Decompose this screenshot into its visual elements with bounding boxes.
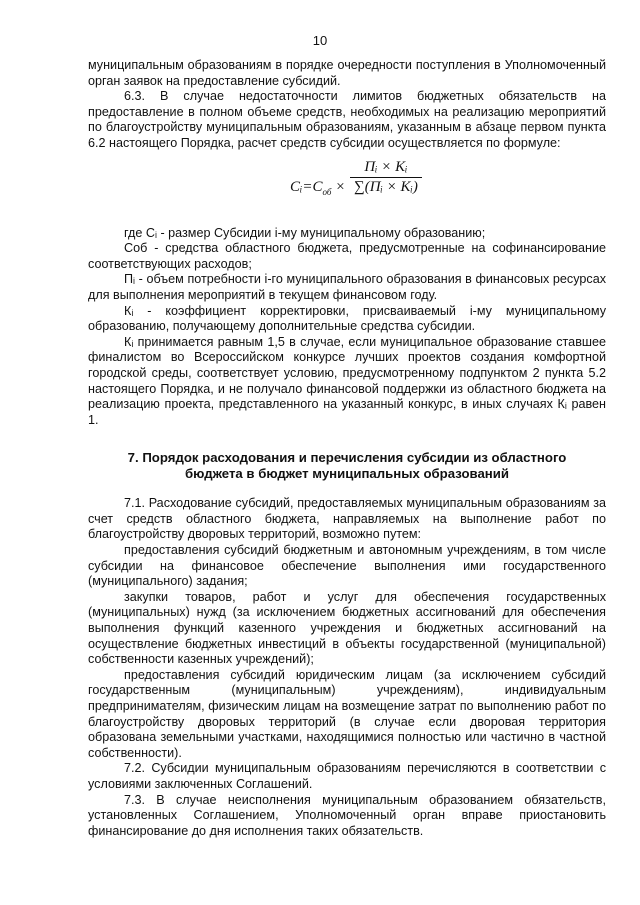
definition-ki-value: Кᵢ принимается равным 1,5 в случае, если муниципальное образование ставшее финалистом во Всероссийском конкурсе лучших проектов создания комфортной городской среды, соответствует условию, предусмотренному подпунктом 2 пункта 5.2 настоящего Порядка, и не получало финансовой поддержки из областного бюджета на реализацию проекта, представленного на указанный конкурс, в иных случаях Кᵢ равен 1. — [88, 334, 606, 427]
page-number: 10 — [312, 33, 328, 48]
paragraph-6-3: 6.3. В случае недостаточности лимитов бюджетных обязательств на предоставление в полном объеме средств, необходимых на реализацию мероприятий по благоустройству муниципальным образованиям, указанным в абзаце первом пункта 6.2 настоящего Порядка, расчет средств субсидии осуществляется по формуле: — [88, 89, 606, 150]
formula-left-side: $Cᵢ=C_{об}$ × — [290, 178, 346, 197]
document-body — [88, 58, 606, 839]
fraction-bar — [350, 177, 422, 178]
list-item: предоставления субсидий юридическим лицам (за исключением субсидий государственным (муниципальным) учреждениям), индивидуальным предпринимателям, физическим лицам на возмещение затрат по выполнению работ по благоустройству дворовых территорий (в случае если дворовая территория образована земельными участками, находящимися полностью или частично в частной собственности). — [88, 667, 606, 760]
paragraph-7-2: 7.2. Субсидии муниципальным образованиям перечисляются в соответствии с условиями заключенных Соглашений. — [88, 761, 606, 791]
list-item: закупки товаров, работ и услуг для обеспечения государственных (муниципальных) нужд (за исключением бюджетных ассигнований для обеспечения выполнения функций казенного учреждения и бюджетных ассигнований на осуществление бюджетных инвестиций в объекты государственной (муниципальной) собственности казенных учреждений); — [88, 589, 606, 667]
formula-denominator: ∑(Пᵢ × Kᵢ) — [354, 179, 418, 196]
list-item: предоставления субсидий бюджетным и автономным учреждениям, в том числе субсидии на финансовое обеспечение выполнения ими государственного (муниципального) задания; — [88, 543, 606, 589]
definition-pi: Пᵢ - объем потребности i-го муниципального образования в финансовых ресурсах для выполнения мероприятий в текущем финансовом году. — [88, 272, 606, 302]
section-7-title: 7. Порядок расходования и перечисления субсидии из областного бюджета в бюджет муниципальных образований — [127, 450, 567, 482]
paragraph-7-3: 7.3. В случае неисполнения муниципальным образованием обязательств, установленных Соглашением, Уполномоченный орган вправе приостановить финансирование до дня исполнения таких обязательств. — [88, 792, 606, 838]
paragraph: муниципальным образованиям в порядке очередности поступления в Уполномоченный орган заявок на предоставление субсидий. — [88, 58, 606, 88]
definition-cob: Cоб - средства областного бюджета, предусмотренные на софинансирование соответствующих расходов; — [88, 241, 606, 271]
subsidy-formula — [88, 152, 606, 226]
formula-numerator: Пᵢ × Kᵢ — [364, 158, 408, 175]
formula-fraction — [350, 160, 422, 196]
paragraph-7-1: 7.1. Расходование субсидий, предоставляемых муниципальным образованиям за счет средств областного бюджета, направляемых на выполнение работ по благоустройству дворовых территорий, возможно путем: — [88, 496, 606, 542]
definition-ci: где Cᵢ - размер Субсидии i-му муниципальному образованию; — [124, 225, 486, 240]
definition-ki: Кᵢ - коэффициент корректировки, присваиваемый i-му муниципальному образованию, получающему дополнительные средства субсидии. — [88, 303, 606, 334]
